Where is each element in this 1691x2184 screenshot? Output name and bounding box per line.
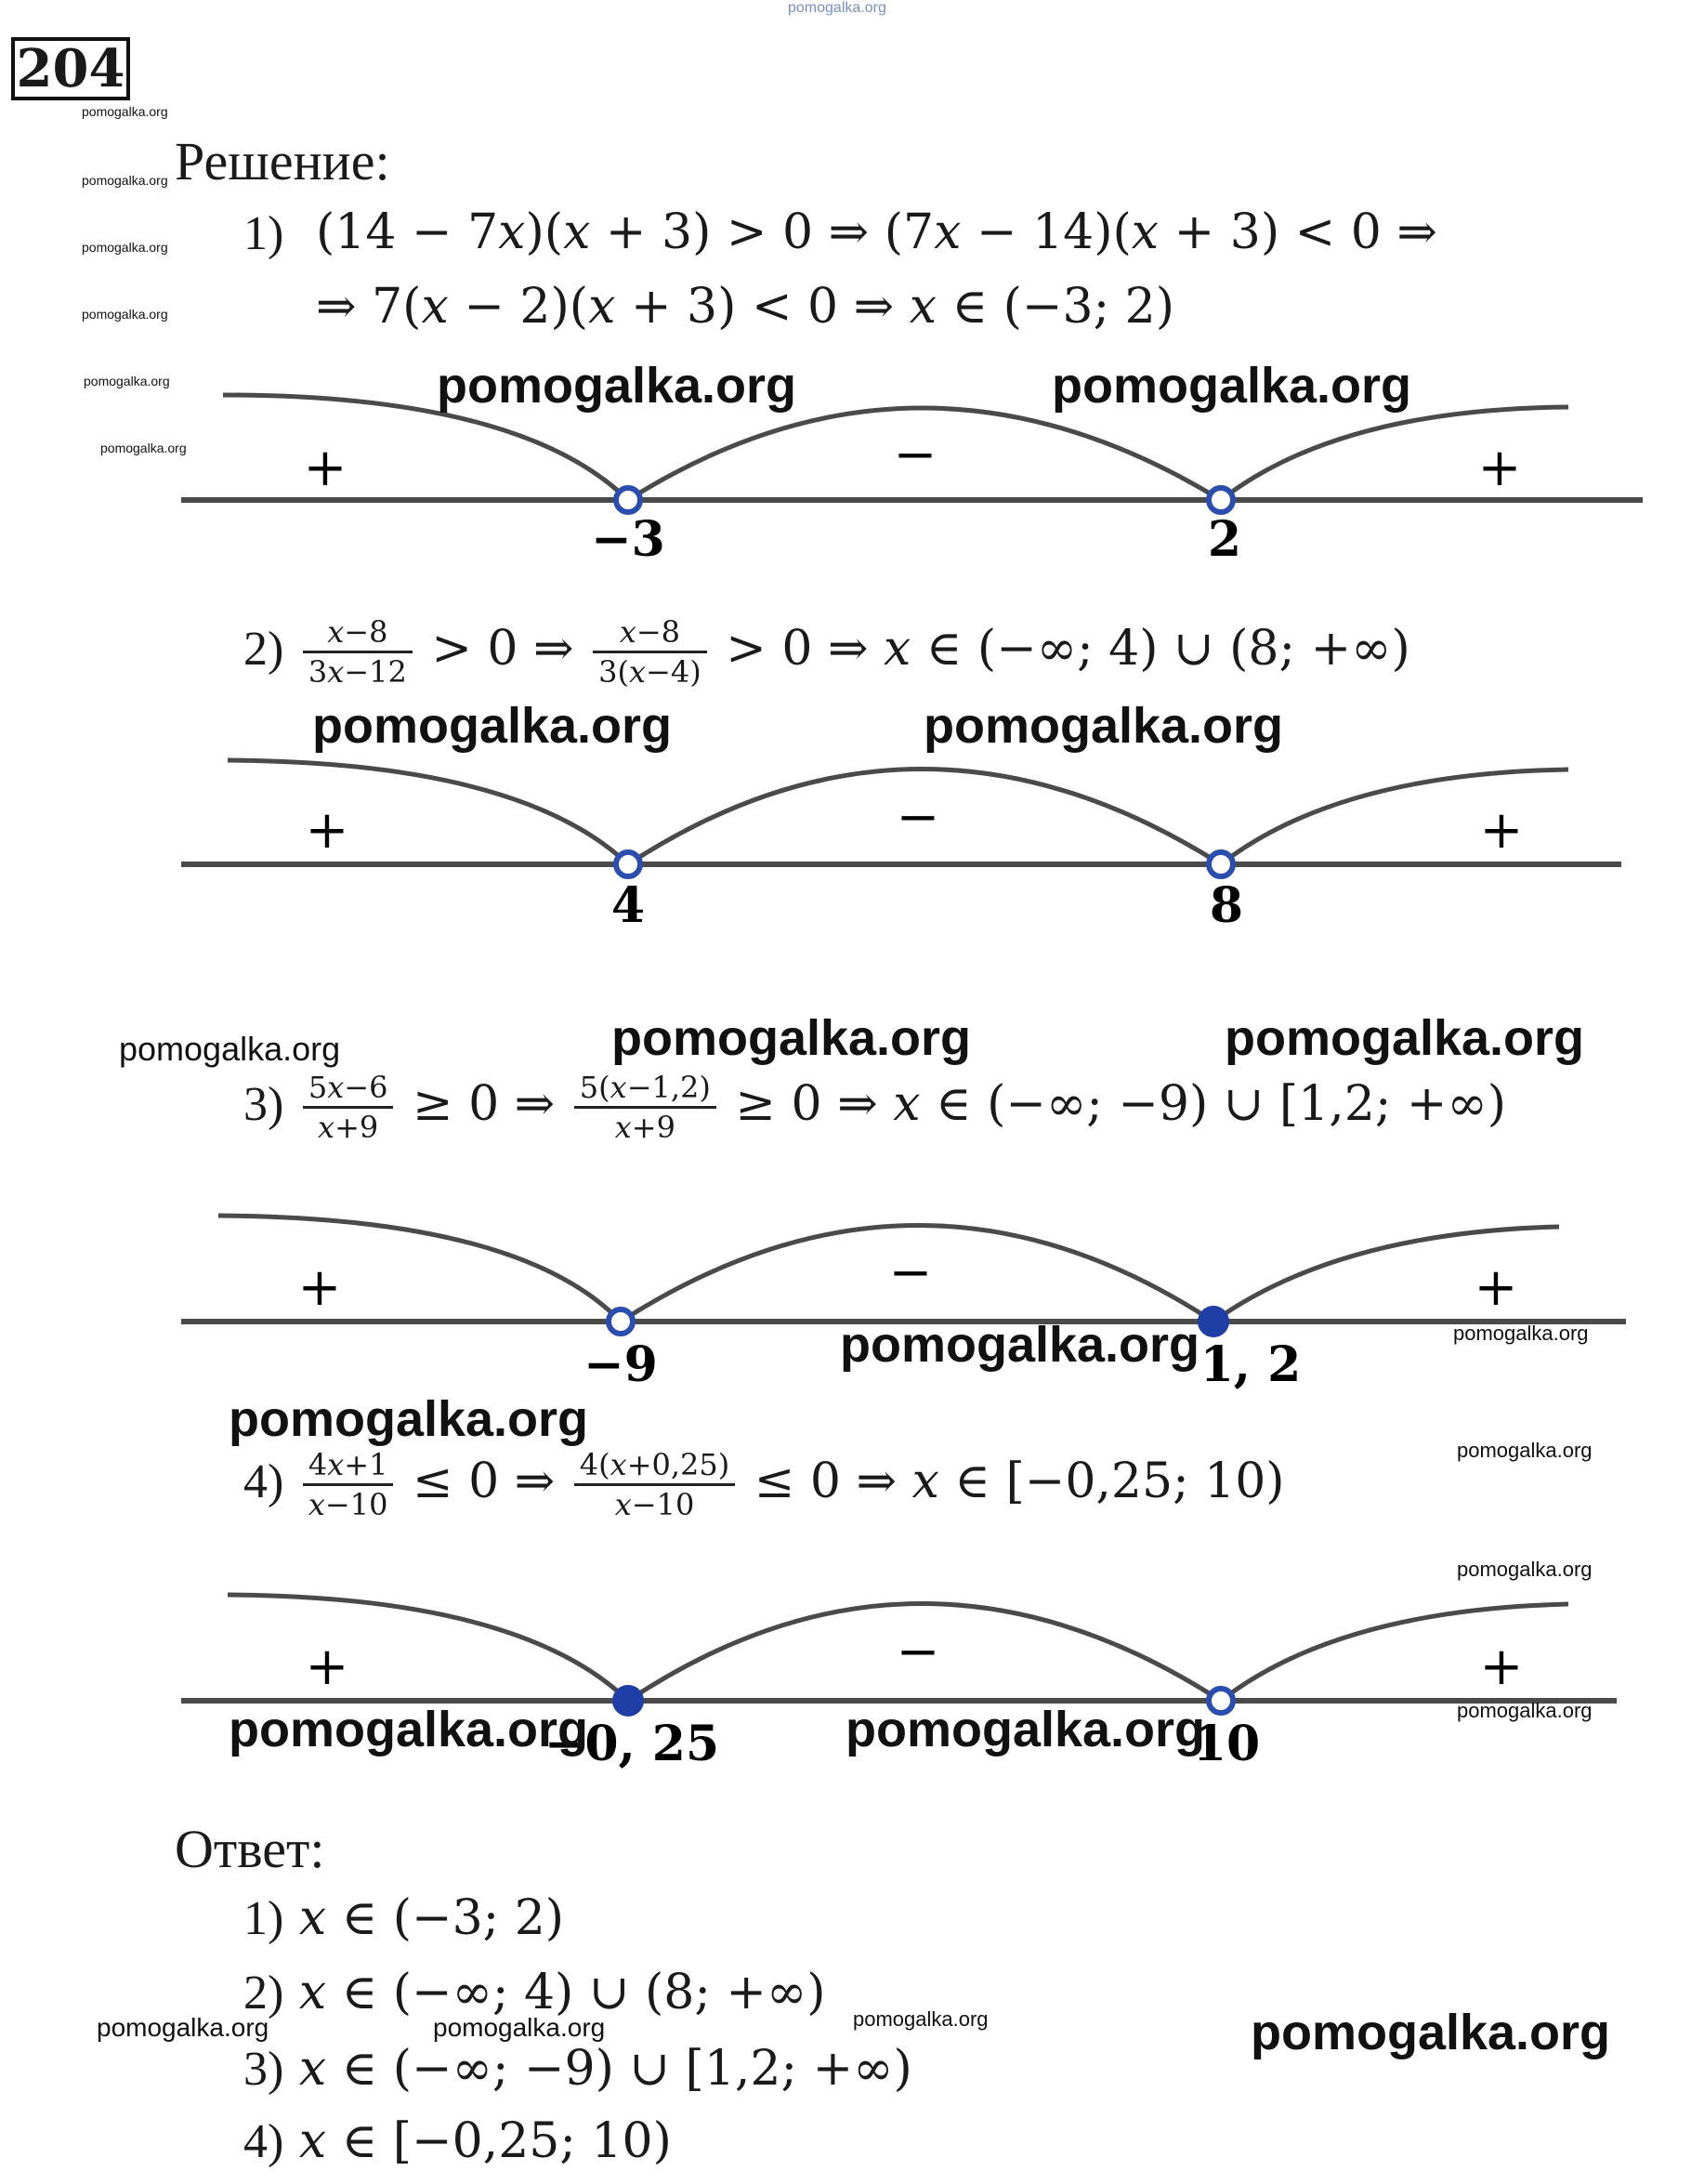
- watermark: pomogalka.org: [119, 1030, 341, 1068]
- sign-label: +: [1474, 1257, 1518, 1318]
- step-1-label: 1): [243, 207, 284, 260]
- watermark: pomogalka.org: [1453, 1322, 1589, 1345]
- answer-3: 3) 𝑥 ∈ (−∞; −9) ∪ [1,2; +∞): [243, 2041, 912, 2097]
- number-line-1: [0, 372, 1691, 576]
- sign-label: −: [896, 1622, 940, 1682]
- step-3-label: 3): [243, 1078, 284, 1131]
- answer-heading: Ответ:: [175, 1819, 325, 1879]
- step-1-line-2: ⇒ 7(𝑥 − 2)(𝑥 + 3) < 0 ⇒ 𝑥 ∈ (−3; 2): [316, 279, 1174, 335]
- point-label: −9: [583, 1336, 658, 1393]
- point-label: −0, 25: [544, 1716, 720, 1771]
- watermark: pomogalka.org: [1251, 2005, 1611, 2060]
- answer-4: 4) 𝑥 ∈ [−0,25; 10): [243, 2113, 672, 2169]
- fraction: $\frac{\text{4(𝑥+0,25)}}{\text{𝑥−10}}$: [574, 1446, 735, 1523]
- step-4-label: 4): [243, 1455, 284, 1508]
- step-1-line-1: (14 − 7𝑥)(𝑥 + 3) > 0 ⇒ (7𝑥 − 14)(𝑥 + 3) < 0 ⇒: [316, 204, 1437, 260]
- point-label: −3: [591, 511, 665, 568]
- sign-label: +: [297, 1257, 342, 1318]
- watermark: pomogalka.org: [437, 358, 797, 414]
- fraction: $\frac{\text{5𝑥−6}}{\text{𝑥+9}}$: [303, 1069, 394, 1146]
- watermark: pomogalka.org: [1457, 1699, 1593, 1722]
- step-3-line: [243, 1069, 1506, 1146]
- number-line-2: [0, 743, 1691, 939]
- answer-2: 2) 𝑥 ∈ (−∞; 4) ∪ (8; +∞): [243, 1965, 826, 2020]
- watermark: pomogalka.org: [82, 307, 168, 322]
- step-3-mid: ≥ 0 ⇒: [412, 1076, 556, 1132]
- watermark: pomogalka.org: [82, 104, 168, 119]
- step-3-tail: ≥ 0 ⇒ 𝑥 ∈ (−∞; −9) ∪ [1,2; +∞): [735, 1076, 1507, 1132]
- watermark: pomogalka.org: [1457, 1558, 1593, 1581]
- point-label: 1, 2: [1199, 1336, 1302, 1393]
- top-watermark: pomogalka.org: [788, 0, 886, 16]
- watermark: pomogalka.org: [840, 1317, 1200, 1373]
- open-point: [1209, 488, 1233, 512]
- step-4-tail: ≤ 0 ⇒ 𝑥 ∈ [−0,25; 10): [754, 1454, 1285, 1509]
- watermark: pomogalka.org: [229, 1702, 589, 1757]
- watermark: pomogalka.org: [97, 2013, 269, 2042]
- watermark: pomogalka.org: [1052, 358, 1412, 414]
- point-label: 2: [1207, 511, 1242, 568]
- sign-label: −: [888, 1243, 933, 1303]
- watermark: pomogalka.org: [853, 2007, 989, 2031]
- open-point: [616, 852, 640, 876]
- watermark: pomogalka.org: [100, 441, 187, 455]
- problem-number: 204: [11, 37, 130, 100]
- watermark: pomogalka.org: [82, 173, 168, 188]
- open-point: [1209, 852, 1233, 876]
- watermark: pomogalka.org: [433, 2013, 606, 2042]
- watermark: pomogalka.org: [924, 698, 1284, 754]
- sign-label: +: [1479, 800, 1524, 861]
- answer-1: 1) 𝑥 ∈ (−3; 2): [243, 1890, 565, 1946]
- sign-label: +: [305, 800, 349, 861]
- sign-label: +: [1477, 438, 1522, 498]
- point-label: 8: [1209, 877, 1244, 934]
- filled-point: [1199, 1308, 1227, 1335]
- open-point: [609, 1309, 633, 1334]
- sign-label: +: [1479, 1637, 1524, 1697]
- watermark: pomogalka.org: [229, 1391, 589, 1447]
- step-2-mid: > 0 ⇒: [431, 621, 574, 677]
- watermark: pomogalka.org: [82, 240, 168, 255]
- step-2-tail: > 0 ⇒ 𝑥 ∈ (−∞; 4) ∪ (8; +∞): [726, 621, 1410, 677]
- sign-label: −: [893, 425, 937, 485]
- sign-label: +: [303, 438, 347, 498]
- open-point: [1209, 1689, 1233, 1713]
- watermark: pomogalka.org: [1225, 1010, 1585, 1066]
- point-label: 4: [610, 877, 646, 934]
- fraction: $\frac{\text{𝑥−8}}{\text{3(𝑥−4)}}$: [593, 613, 707, 691]
- step-2-line: [243, 613, 1410, 691]
- filled-point: [614, 1687, 642, 1715]
- watermark: pomogalka.org: [846, 1702, 1206, 1757]
- open-point: [616, 488, 640, 512]
- sign-label: +: [305, 1637, 349, 1697]
- watermark: pomogalka.org: [611, 1010, 972, 1066]
- step-4-line: [243, 1446, 1285, 1523]
- point-label: 10: [1192, 1716, 1261, 1771]
- sign-label: −: [896, 787, 940, 848]
- watermark: pomogalka.org: [312, 698, 673, 754]
- fraction: $\frac{\text{5(𝑥−1,2)}}{\text{𝑥+9}}$: [574, 1069, 716, 1146]
- step-2-label: 2): [243, 623, 284, 676]
- watermark: pomogalka.org: [84, 374, 170, 388]
- step-4-mid: ≤ 0 ⇒: [412, 1454, 556, 1509]
- fraction: $\frac{\text{4𝑥+1}}{\text{𝑥−10}}$: [303, 1446, 394, 1523]
- fraction: $\frac{\text{𝑥−8}}{\text{3𝑥−12}}$: [303, 613, 413, 691]
- watermark: pomogalka.org: [1457, 1439, 1593, 1462]
- solution-heading: Решение:: [175, 131, 390, 191]
